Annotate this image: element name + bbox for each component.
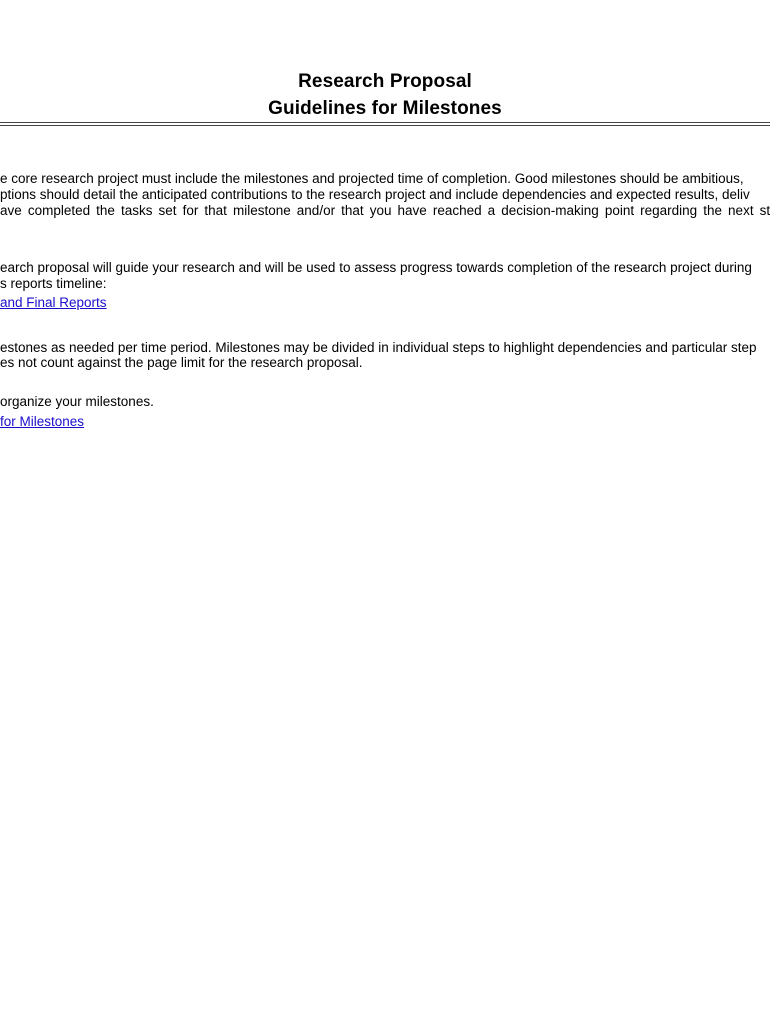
paragraph-line: e core research project must include the milestones and projected time of completion. Good milestones should be ambitious, bbox=[0, 171, 744, 186]
paragraph-line: ptions should detail the anticipated contributions to the research project and include dependencies and expected results, deliv bbox=[0, 187, 750, 202]
paragraph-line: organize your milestones. bbox=[0, 394, 154, 409]
reports-link[interactable]: and Final Reports bbox=[0, 295, 107, 310]
paragraph-line: es not count against the page limit for the research proposal. bbox=[0, 355, 363, 370]
page-title: Research Proposal bbox=[298, 71, 472, 92]
milestones-template-link[interactable]: for Milestones bbox=[0, 414, 85, 429]
paragraph-line: earch proposal will guide your research and will be used to assess progress towards completion of the research project during bbox=[0, 260, 752, 275]
page-subtitle: Guidelines for Milestones bbox=[268, 98, 502, 119]
paragraph-line: ave completed the tasks set for that milestone and/or that you have reached a decision-making point regarding the next st bbox=[0, 203, 770, 218]
paragraph-line: estones as needed per time period. Milestones may be divided in individual steps to highlight dependencies and particular step bbox=[0, 340, 757, 355]
paragraph-line: s reports timeline: bbox=[0, 276, 107, 291]
